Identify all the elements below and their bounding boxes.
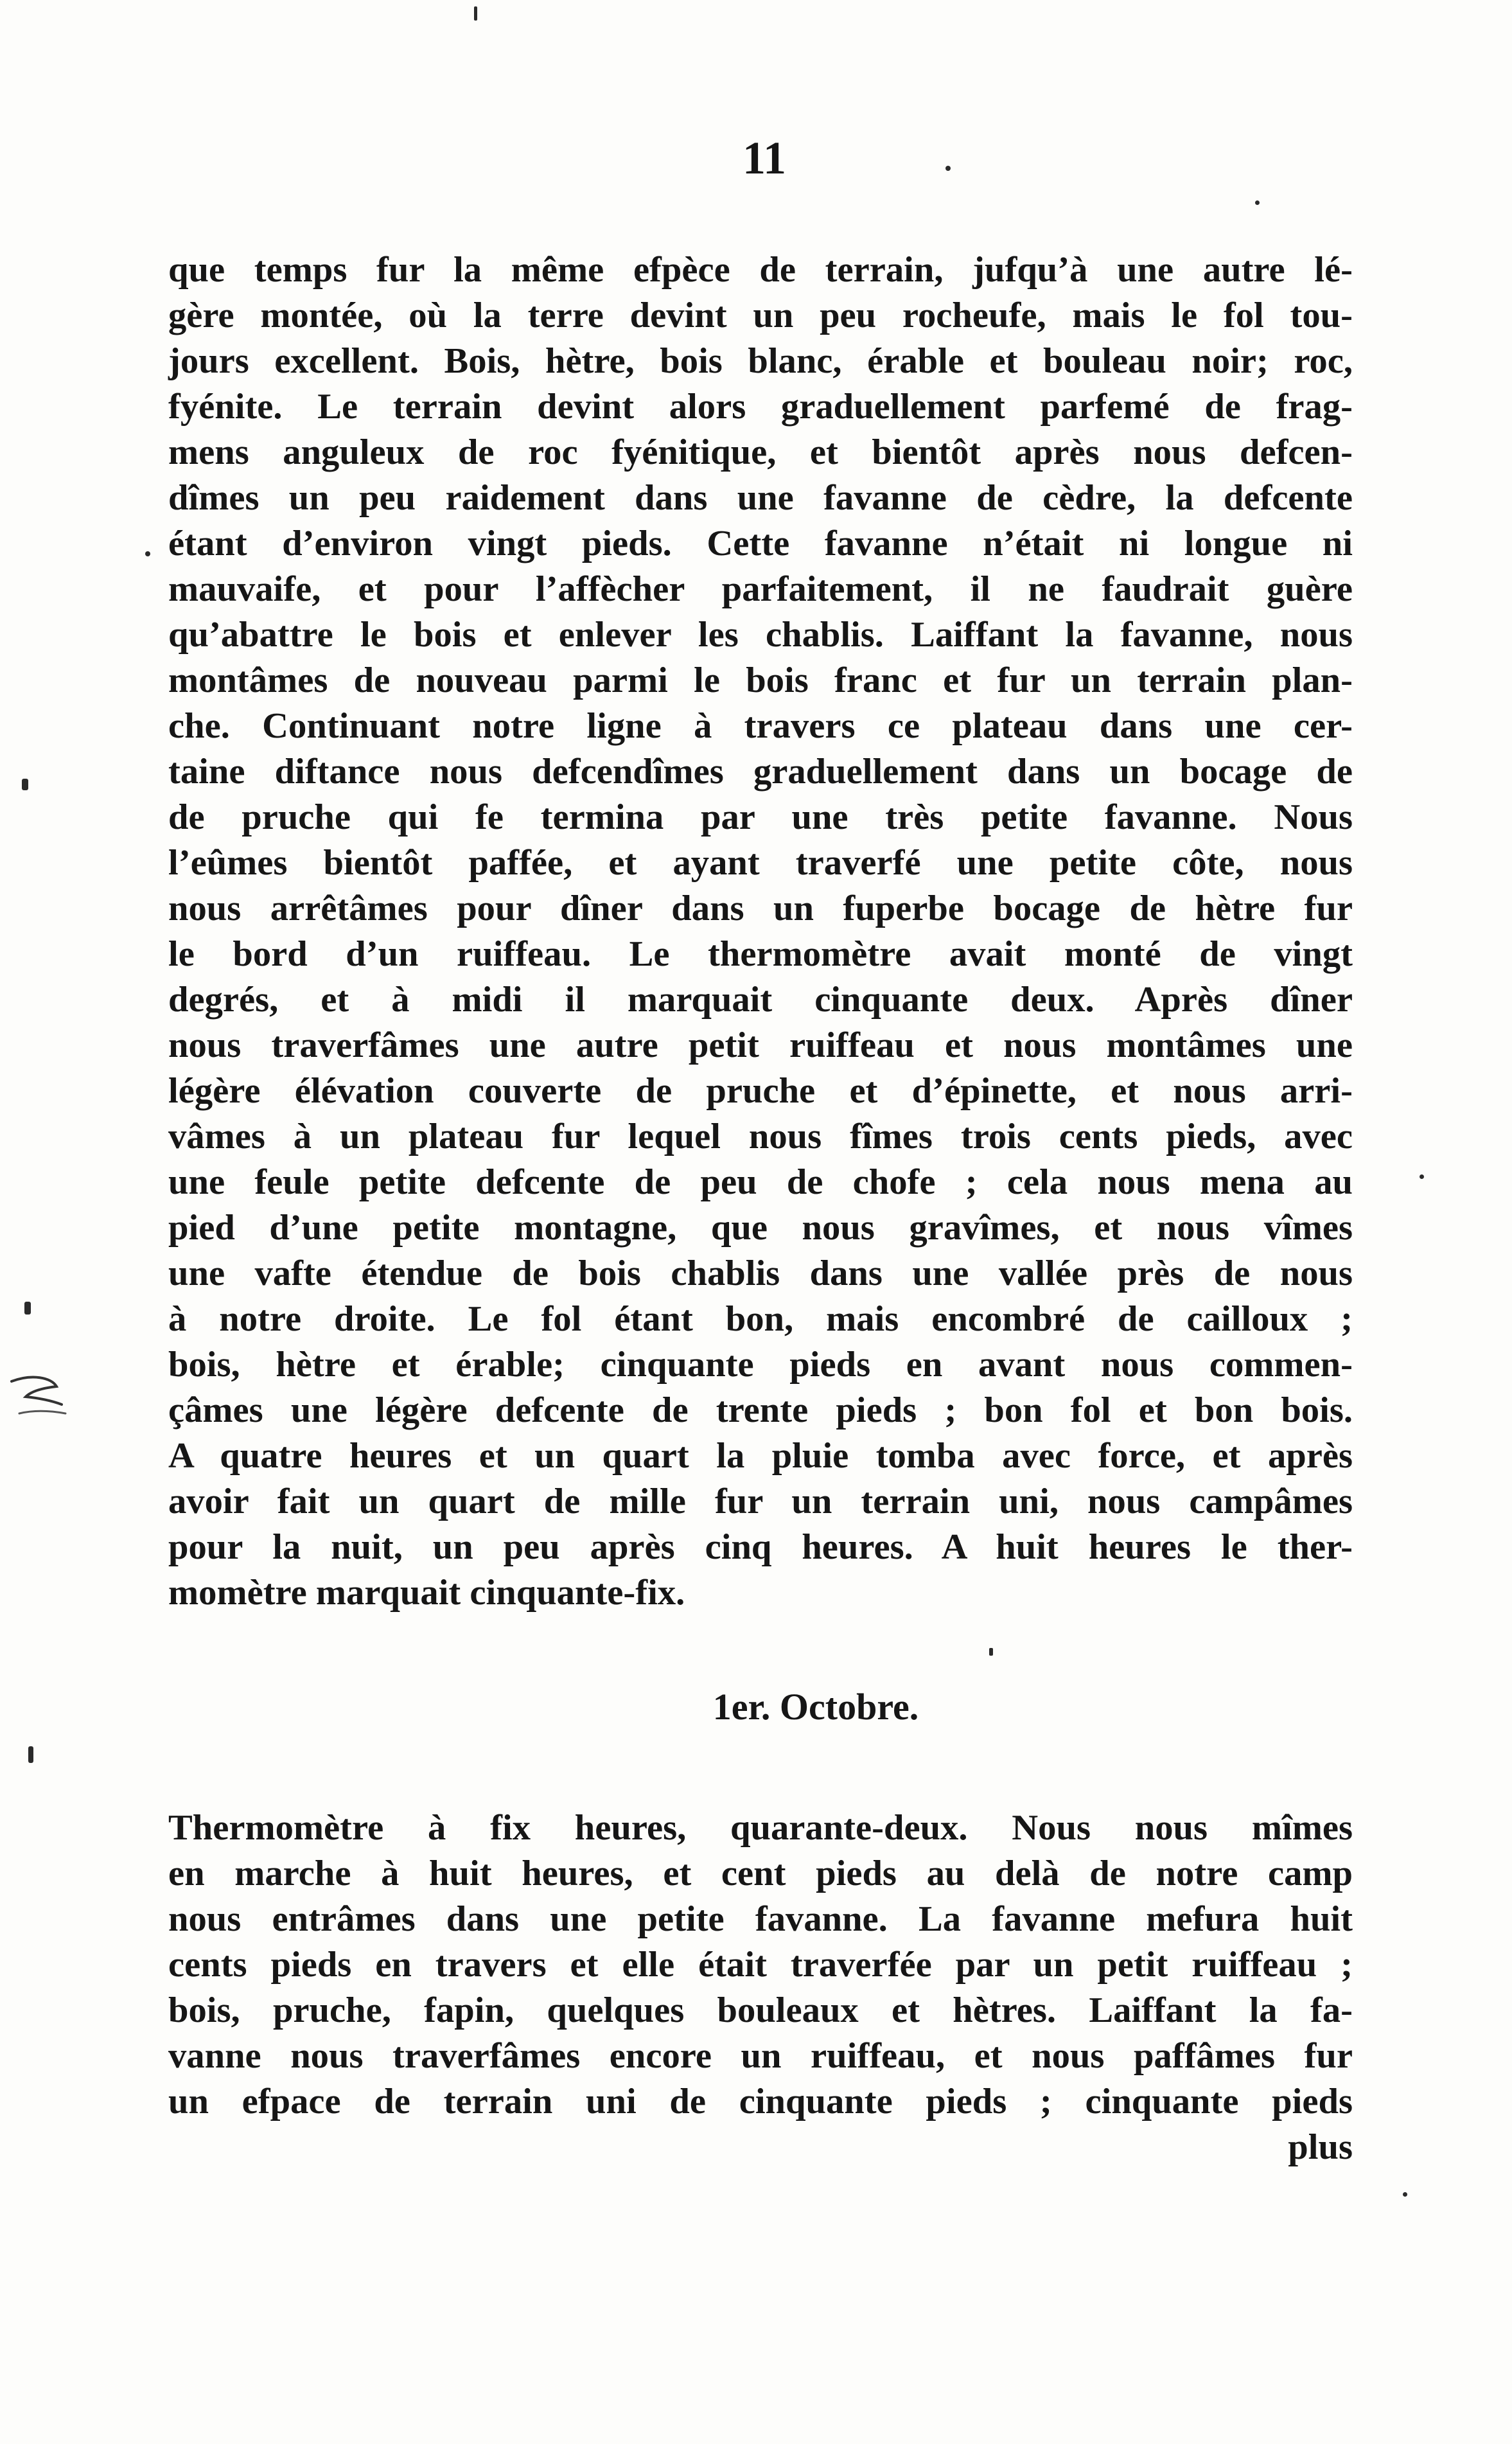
scan-speck: [474, 6, 477, 21]
scan-speck: [22, 779, 28, 790]
section-heading: 1er. Octobre.: [712, 1686, 919, 1728]
text-line: vâmes à un plateau fur lequel nous fîmes trois cents pieds, avec: [168, 1117, 1353, 1156]
text-line: bois, pruche, fapin, quelques bouleaux et hètres. Laiffant la fa-: [168, 1990, 1353, 2030]
text-line: mauvaife, et pour l’affècher parfaitement, il ne faudrait guère: [168, 569, 1353, 609]
text-line: nous traverfâmes une autre petit ruiffeau et nous montâmes une: [168, 1025, 1353, 1065]
text-line: dîmes un peu raidement dans une favanne de cèdre, la defcente: [168, 478, 1353, 518]
text-line: nous arrêtâmes pour dîner dans un fuperbe bocage de hètre fur: [168, 889, 1353, 928]
scan-speck: [145, 551, 150, 556]
text-line: Thermomètre à fix heures, quarante-deux. Nous nous mîmes: [168, 1808, 1353, 1848]
scan-speck: [1403, 2192, 1407, 2197]
text-line: cents pieds en travers et elle était traverfée par un petit ruiffeau ;: [168, 1945, 1353, 1985]
text-line: nous entrâmes dans une petite favanne. La favanne mefura huit: [168, 1899, 1353, 1939]
text-line: bois, hètre et érable; cinquante pieds en avant nous commen-: [168, 1345, 1353, 1385]
paragraph-1: [168, 247, 1353, 1616]
text-line: pied d’une petite montagne, que nous gravîmes, et nous vîmes: [168, 1208, 1353, 1248]
text-line: montâmes de nouveau parmi le bois franc et fur un terrain plan-: [168, 660, 1353, 700]
text-line: A quatre heures et un quart la pluie tomba avec force, et après: [168, 1436, 1353, 1476]
catchword: plus: [1288, 2127, 1353, 2167]
scan-speck: [1420, 1174, 1424, 1179]
text-line: gère montée, où la terre devint un peu rocheufe, mais le fol tou-: [168, 296, 1353, 335]
scan-speck: [989, 1648, 993, 1656]
text-line: che. Continuant notre ligne à travers ce plateau dans une cer-: [168, 706, 1353, 746]
text-line: mens anguleux de roc fyénitique, et bientôt après nous defcen-: [168, 432, 1353, 472]
text-line: une feule petite defcente de peu de chofe ; cela nous mena au: [168, 1162, 1353, 1202]
text-line: un efpace de terrain uni de cinquante pieds ; cinquante pieds: [168, 2082, 1353, 2121]
scan-speck: [24, 1302, 31, 1315]
text-line: une vafte étendue de bois chablis dans une vallée près de nous: [168, 1253, 1353, 1293]
scan-speck: [1255, 200, 1260, 205]
text-line: que temps fur la même efpèce de terrain, jufqu’à une autre lé-: [168, 250, 1353, 290]
text-line: degrés, et à midi il marquait cinquante deux. Après dîner: [168, 980, 1353, 1020]
text-line: fyénite. Le terrain devint alors graduellement parfemé de frag-: [168, 387, 1353, 427]
text-line: de pruche qui fe termina par une très petite favanne. Nous: [168, 797, 1353, 837]
text-line: en marche à huit heures, et cent pieds au delà de notre camp: [168, 1854, 1353, 1893]
text-line: pour la nuit, un peu après cinq heures. A huit heures le ther-: [168, 1527, 1353, 1567]
page-number: 11: [742, 132, 787, 184]
text-line: momètre marquait cinquante-fix.: [168, 1573, 685, 1613]
paragraph-2: [168, 1805, 1353, 2170]
text-line: qu’abattre le bois et enlever les chablis. Laiffant la favanne, nous: [168, 615, 1353, 655]
text-line: l’eûmes bientôt paffée, et ayant traverfé une petite côte, nous: [168, 843, 1353, 883]
text-line: le bord d’un ruiffeau. Le thermomètre avait monté de vingt: [168, 934, 1353, 974]
margin-scribble-icon: [6, 1368, 71, 1426]
text-line: vanne nous traverfâmes encore un ruiffeau, et nous paffâmes fur: [168, 2036, 1353, 2076]
text-line: çâmes une légère defcente de trente pieds ; bon fol et bon bois.: [168, 1390, 1353, 1430]
text-line: légère élévation couverte de pruche et d’épinette, et nous arri-: [168, 1071, 1353, 1111]
text-line: étant d’environ vingt pieds. Cette favanne n’était ni longue ni: [168, 524, 1353, 563]
text-line: avoir fait un quart de mille fur un terrain uni, nous campâmes: [168, 1482, 1353, 1521]
text-line: jours excellent. Bois, hètre, bois blanc, érable et bouleau noir; roc,: [168, 341, 1353, 381]
scan-speck: [945, 166, 951, 171]
scan-speck: [28, 1746, 33, 1763]
text-line: à notre droite. Le fol étant bon, mais encombré de cailloux ;: [168, 1299, 1353, 1339]
text-line: taine diftance nous defcendîmes graduellement dans un bocage de: [168, 752, 1353, 792]
